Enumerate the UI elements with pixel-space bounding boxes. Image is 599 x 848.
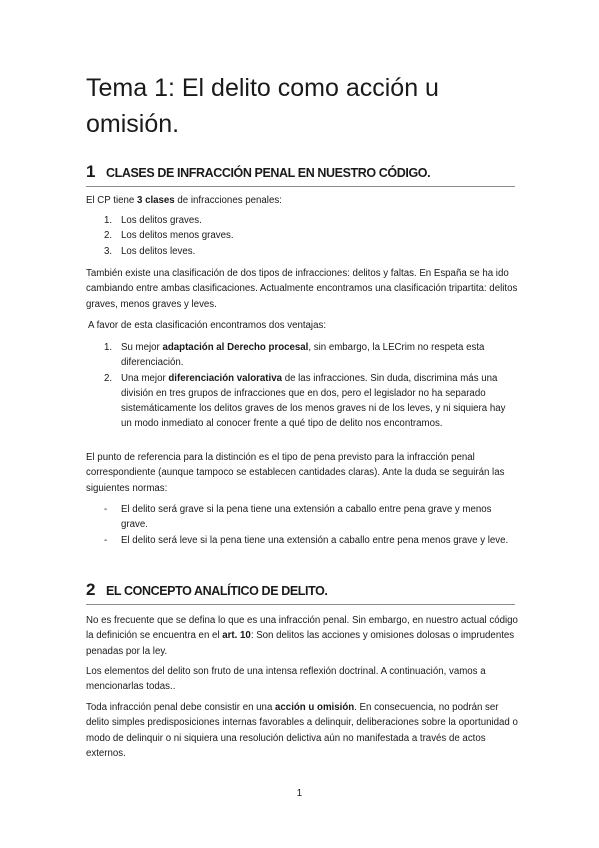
bold-term: acción u omisión <box>275 702 355 713</box>
text-run: Toda infracción penal debe consistir en una <box>86 702 276 713</box>
text-run: Una mejor <box>121 372 169 384</box>
text-run: No es frecuente que se defina lo que es una infracción penal. Sin embargo, en nuestro actual código la definición se encuentra en el <box>86 615 518 642</box>
text-run: Su mejor <box>121 342 163 353</box>
list-item-text: El delito será grave si la pena tiene una extensión a caballo entre pena grave y menos grave. <box>121 504 492 531</box>
section-heading-2 <box>86 580 515 605</box>
list-item <box>104 371 516 432</box>
section-number: 2 <box>86 580 96 599</box>
dash-list-normas <box>104 502 516 548</box>
list-item <box>104 340 516 371</box>
list-marker: 1. <box>104 215 113 226</box>
document-title: Tema 1: El delito como acción u omisión. <box>86 74 439 138</box>
text-run: de infracciones penales: <box>174 195 282 206</box>
paragraph-punto-referencia: El punto de referencia para la distinción es el tipo de pena previsto para la infracción penal correspondiente (aunque tampoco se establecen cantidades claras). Ante la duda se seguirán las siguientes normas: <box>86 452 505 494</box>
text-run: . En consecuencia, no podrán ser delito simples predisposiciones internas favorables a delinquir, deliberaciones sobre la oportunidad o modo de delinquir o ni siquiera una resolución delictiva aún no manifestada a través de actos externos. <box>86 702 518 759</box>
list-item <box>104 244 516 259</box>
list-item <box>104 502 516 533</box>
list-marker: - <box>104 504 108 515</box>
list-item-text: Los delitos leves. <box>121 245 196 257</box>
paragraph-accion-omision <box>86 700 518 761</box>
paragraph-elementos: Los elementos del delito son fruto de una intensa reflexión doctrinal. A continuación, vamos a mencionarlas todas.. <box>86 666 486 693</box>
paragraph-definicion <box>86 613 518 659</box>
bold-term: adaptación al Derecho procesal <box>162 342 309 353</box>
numbered-list-ventajas <box>104 340 516 432</box>
list-marker: 2. <box>104 372 113 384</box>
paragraph-clasificacion: También existe una clasificación de dos tipos de infracciones: delitos y faltas. En España se ha ido cambiando entre ambas clasificaciones. Actualmente encontramos una clasificación tripartita: delitos graves, menos graves y leves. <box>86 268 518 310</box>
page-number: 1 <box>296 788 303 799</box>
list-item <box>104 228 516 243</box>
bold-term: art. 10 <box>222 630 251 642</box>
section-number: 1 <box>86 162 96 181</box>
paragraph-clases <box>86 193 518 208</box>
text-run: , sin embargo, la LECrim no respeta esta diferenciación. <box>121 342 485 369</box>
bold-term: 3 clases <box>136 195 175 206</box>
text-run: de las infracciones. Sin duda, discrimina más una división en tres grupos de infracciones que en dos, pero el legislador no ha separado sistemáticamente los delitos graves de los menos graves ni de los leves, y ni siquiera hay un modo inmediato al conocer frente a qué tipo de delito nos encontramos. <box>121 372 506 430</box>
list-marker: 3. <box>104 245 113 257</box>
numbered-list-clases <box>104 213 516 259</box>
section-title: EL CONCEPTO ANALÍTICO DE DELITO. <box>106 584 328 598</box>
list-item-text: Los delitos graves. <box>121 215 202 226</box>
bold-term: diferenciación valorativa <box>168 372 282 384</box>
paragraph-ventajas-intro: A favor de esta clasificación encontramos dos ventajas: <box>88 320 327 331</box>
list-marker: 1. <box>104 342 113 353</box>
list-item <box>104 213 516 228</box>
text-run: El CP tiene <box>86 195 137 206</box>
list-marker: 2. <box>104 230 113 242</box>
section-heading-1 <box>86 162 515 187</box>
list-item <box>104 533 516 548</box>
list-item-text: El delito será leve si la pena tiene una extensión a caballo entre pena menos grave y leve. <box>121 534 509 546</box>
section-title: CLASES DE INFRACCIÓN PENAL EN NUESTRO CÓDIGO. <box>106 166 431 180</box>
list-marker: - <box>104 534 108 546</box>
text-run: : Son delitos las acciones y omisiones dolosas o imprudentes penadas por la ley. <box>86 630 515 657</box>
list-item-text: Los delitos menos graves. <box>121 230 234 242</box>
